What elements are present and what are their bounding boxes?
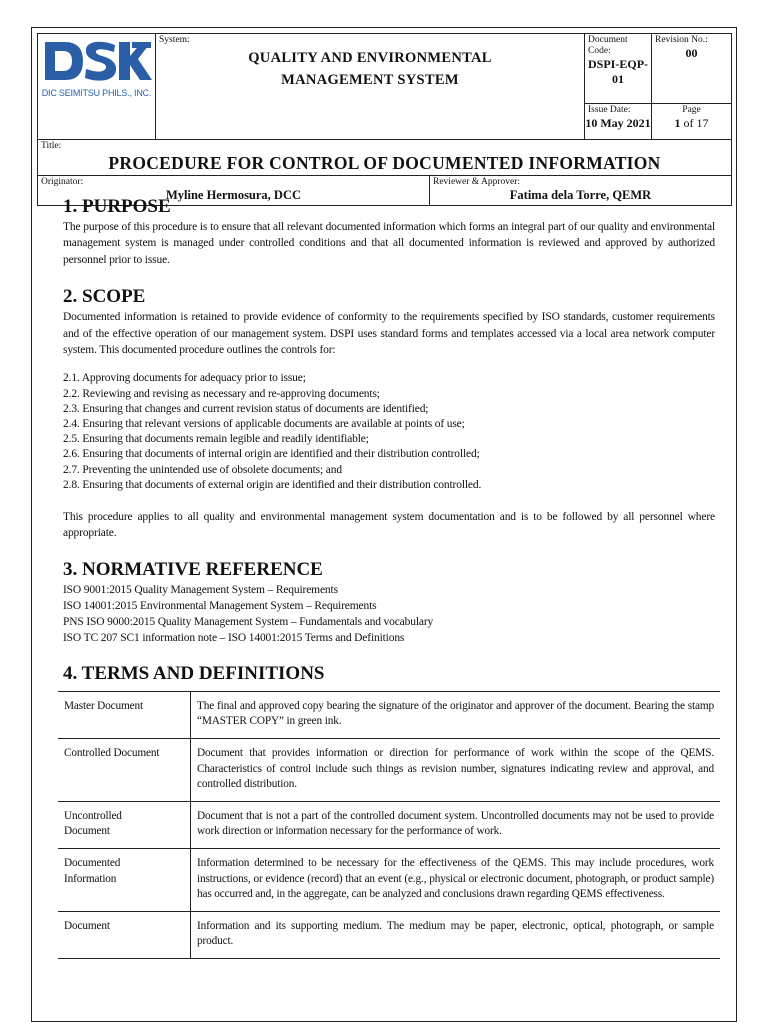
purpose-text: The purpose of this procedure is to ensure that all relevant documented information which forms an integral part of our quality and environmental management system is managed under controlled conditions and that all documented information is reviewed and approved by authorized personnel prior to issue. (63, 221, 715, 266)
page-label: Page (682, 105, 701, 115)
section-normative-reference (63, 558, 715, 646)
table-row (58, 801, 720, 848)
term-cell: Master Document (58, 691, 191, 738)
page-cell (652, 104, 732, 140)
list-item: 2.8. Ensuring that documents of external origin are identified and their distribution controlled. (63, 478, 482, 491)
section-heading: 1. PURPOSE (63, 196, 171, 217)
definition-cell: Information and its supporting medium. The medium may be paper, electronic, optical, photograph, or sample product. (197, 919, 714, 948)
issue-date: 10 May 2021 (585, 116, 651, 130)
revision-number: 00 (685, 46, 698, 60)
issue-date-cell (585, 104, 652, 140)
list-item: ISO 14001:2015 Environmental Management System – Requirements (63, 599, 377, 612)
scope-list (63, 371, 715, 493)
list-item: 2.7. Preventing the unintended use of obsolete documents; and (63, 463, 342, 476)
definition-cell: Information determined to be necessary for the effectiveness of the QEMS. This may include procedures, work instructions, or evidence (record) that an event (e.g., physical or electronic document, photograph, or product sample) has occurred and, in the aggregate, can be analyzed and conclusions drawn regarding QEMS effectiveness. (197, 857, 714, 901)
term-cell: Controlled Document (58, 739, 191, 802)
list-item: ISO TC 207 SC1 information note – ISO 14001:2015 Terms and Definitions (63, 631, 405, 644)
list-item: 2.2. Reviewing and revising as necessary and re-approving documents; (63, 387, 380, 400)
system-cell (156, 34, 585, 140)
system-title: QUALITY AND ENVIRONMENTAL MANAGEMENT SYSTEM (248, 50, 492, 88)
definition-cell: Document that provides information or direction for performance of work within the scope of the QEMS. Characteristics of control include such things as revision number, signatures indicating review and approval, and controlled distribution. (197, 747, 714, 791)
term-cell: Documented Information (58, 849, 191, 912)
reviewer-name: Fatima dela Torre, QEMR (509, 188, 652, 202)
revision-label: Revision No.: (655, 35, 708, 45)
reference-list (63, 582, 715, 646)
company-logo (41, 38, 153, 90)
table-row (58, 849, 720, 912)
reviewer-label: Reviewer & Approver: (433, 177, 521, 187)
section-scope (63, 285, 715, 542)
document-title: PROCEDURE FOR CONTROL OF DOCUMENTED INFORMATION (108, 153, 661, 173)
doc-code-cell (585, 34, 652, 104)
terms-table (58, 691, 720, 959)
list-item: 2.5. Ensuring that documents remain legible and readily identifiable; (63, 433, 369, 446)
document-header (37, 33, 732, 206)
list-item: 2.3. Ensuring that changes and current revision status of documents are identified; (63, 402, 429, 415)
definition-cell: The final and approved copy bearing the signature of the originator and approver of the document. Bearing the stamp “MASTER COPY” in green ink. (197, 699, 714, 728)
scope-closing: This procedure applies to all quality and environmental management system documentation and is to be followed by all personnel where appropriate. (63, 511, 715, 540)
revision-cell (652, 34, 732, 104)
table-row (58, 691, 720, 738)
list-item: ISO 9001:2015 Quality Management System – Requirements (63, 583, 338, 596)
table-row (58, 739, 720, 802)
table-row (58, 911, 720, 958)
list-item: 2.6. Ensuring that documents of internal origin are identified and their distribution controlled; (63, 448, 480, 461)
section-heading: 3. NORMATIVE REFERENCE (63, 558, 323, 580)
company-logo-cell (38, 34, 156, 140)
section-heading: 2. SCOPE (63, 286, 146, 308)
title-label: Title: (41, 141, 62, 151)
originator-name: Myline Hermosura, DCC (165, 188, 302, 202)
section-purpose (63, 195, 715, 268)
section-terms-definitions (63, 662, 715, 959)
system-label: System: (159, 35, 190, 45)
section-heading: 4. TERMS AND DEFINITIONS (63, 662, 325, 684)
document-body (63, 195, 715, 959)
term-cell: Uncontrolled Document (58, 801, 191, 848)
originator-label: Originator: (41, 177, 84, 187)
definition-cell: Document that is not a part of the controlled document system. Uncontrolled documents may not be used to provide work direction or information necessary for the performance of work. (197, 809, 714, 838)
list-item: PNS ISO 9000:2015 Quality Management System – Fundamentals and vocabulary (63, 615, 434, 628)
term-cell: Document (58, 911, 191, 958)
list-item: 2.4. Ensuring that relevant versions of applicable documents are available at points of use; (63, 418, 465, 431)
list-item: 2.1. Approving documents for adequacy prior to issue; (63, 372, 306, 385)
doc-code: DSPI-EQP-01 (588, 57, 649, 86)
doc-code-label: Document Code: (588, 35, 628, 56)
page-indicator: 1 of 17 (674, 116, 709, 130)
scope-intro: Documented information is retained to provide evidence of conformity to the requirements specified by ISO standards, customer requirements and of the effective operation of our management system. DSPI uses standard forms and templates accessed via a local area network computer system. This documented procedure outlines the controls for: (63, 311, 715, 357)
issue-date-label: Issue Date: (588, 105, 631, 115)
title-cell (38, 140, 732, 176)
company-name: DIC SEIMITSU PHILS., INC. (41, 88, 152, 98)
